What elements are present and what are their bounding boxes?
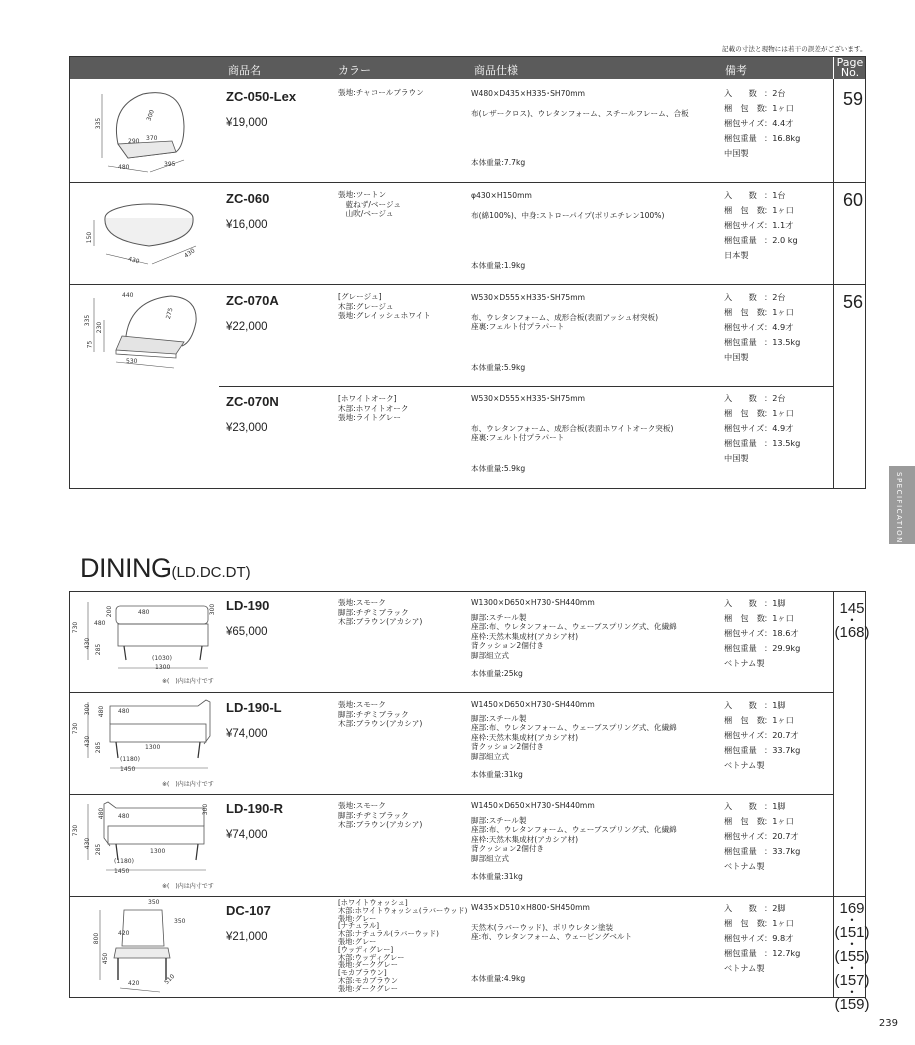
table-header <box>70 57 865 79</box>
dimension-note: 記載の寸法と現物には若干の誤差がございます。 <box>722 45 867 53</box>
spec-size: W530×D555×H335･SH75mm <box>471 394 586 403</box>
zc050-dim-width: 480 <box>118 164 130 171</box>
ld190-dim-sh: 430 <box>84 637 92 650</box>
spec-size: W1450×D650×H730･SH440mm <box>471 700 595 709</box>
remarks-block: 入 数 ：1台 梱 包 数：1ヶ口 梱包サイズ：1.1才 梱包重量 ：2.0 kg 日本製 <box>724 190 798 260</box>
header-remarks: 備考 <box>725 64 747 77</box>
ld190-note: ※( )内は内寸です <box>162 678 214 685</box>
zc050-dim-depth: 395 <box>164 161 176 168</box>
ld190r-dim-back: 300 <box>202 803 210 816</box>
header-color: カラー <box>338 64 371 77</box>
ld190l-dim-inner: (1180) <box>120 756 140 763</box>
ld190r-dim-leg: 285 <box>95 843 103 856</box>
color-list: 張地:チャコールブラウン <box>338 88 424 97</box>
spec-size: W435×D510×H800･SH450mm <box>471 903 590 912</box>
color-list: [グレージュ] 木部:グレージュ 張地:グレイッシュホワイト <box>338 292 431 320</box>
spec-material: 脚部:スチール製 座部:布、ウレタンフォーム、ウェーブスプリング式、化繊綿 座枠:天然木集成材(アカシア材) 背クッション2個付き 脚部組立式 <box>471 816 677 863</box>
spec-size: W1300×D650×H730･SH440mm <box>471 598 595 607</box>
spec-weight: 本体重量:25kg <box>471 669 523 678</box>
product-code: DC-107 <box>226 903 271 918</box>
zc070-dim-back: 230 <box>96 321 104 334</box>
ld190l-note: ※( )内は内寸です <box>162 781 214 788</box>
spec-weight: 本体重量:1.9kg <box>471 261 526 270</box>
zc070-illustration <box>86 292 206 372</box>
zc060-dim-width: 430 <box>127 255 141 266</box>
product-price: ¥21,000 <box>226 931 268 943</box>
ld190r-dim-h: 730 <box>72 824 80 837</box>
spec-weight: 本体重量:31kg <box>471 872 523 881</box>
ld190-dim-width: 1300 <box>155 664 171 671</box>
spec-weight: 本体重量:4.9kg <box>471 974 526 983</box>
ld190r-dim-seat: 1300 <box>150 848 166 855</box>
spec-material: 布、ウレタンフォーム、成形合板(表面アッシュ材突板) 座裏:フェルト付プラパート <box>471 313 659 332</box>
page-ref-zc050[interactable]: 59 <box>842 89 864 109</box>
dc107-dim-back-w: 350 <box>148 899 160 906</box>
page-ref-dc107[interactable]: 169 • (151) • (155) • (157) • (159) <box>834 900 870 1013</box>
spec-material: 天然木(ラバーウッド)、ポリウレタン塗装 座:布、ウレタンフォーム、ウェービングベルト <box>471 923 633 942</box>
ld190l-dim-width: 1450 <box>120 766 136 773</box>
spec-weight: 本体重量:7.7kg <box>471 158 526 167</box>
ld190r-dim-d: 480 <box>98 807 106 820</box>
color-list: 張地:ツートン 藍ねず/ベージュ 山吹/ベージュ <box>338 190 402 218</box>
remarks-block: 入 数 ：1脚 梱 包 数：1ヶ口 梱包サイズ：20.7才 梱包重量 ：33.7kg ベトナム製 <box>724 801 801 871</box>
ld190-dim-inner: (1030) <box>152 655 172 662</box>
zc070-dim-width: 530 <box>126 358 138 365</box>
spec-size: W480×D435×H335･SH70mm <box>471 89 586 98</box>
product-code: ZC-070N <box>226 394 279 409</box>
ld190-dim-leg: 285 <box>95 643 103 656</box>
specifications-tab[interactable]: SPECIFICATIONS <box>889 466 915 544</box>
color-list: [ホワイトオーク] 木部:ホワイトオーク 張地:ライトグレー <box>338 394 409 422</box>
product-price: ¥22,000 <box>226 321 268 333</box>
product-price: ¥23,000 <box>226 422 268 434</box>
product-code: ZC-070A <box>226 293 279 308</box>
dc107-dim-sh: 450 <box>102 952 110 965</box>
remarks-block: 入 数 ：2台 梱 包 数：1ヶ口 梱包サイズ：4.9才 梱包重量 ：13.5kg 中国製 <box>724 292 801 362</box>
product-code: LD-190-L <box>226 700 282 715</box>
header-spec: 商品仕様 <box>474 64 518 77</box>
zc070-dim-height: 335 <box>84 314 92 327</box>
spec-weight: 本体重量:5.9kg <box>471 464 526 473</box>
product-code: ZC-050-Lex <box>226 89 297 104</box>
spec-weight: 本体重量:31kg <box>471 770 523 779</box>
product-price: ¥65,000 <box>226 626 268 638</box>
color-list: [ホワイトウォッシュ] 木部:ホワイトウォッシュ(ラバーウッド) 張地:グレー [ナチュラル] 木部:ナチュラル(ラバーウッド) 張地:グレー [ウッディグレー] 木部:ウッディグレー 張地:ダークグレー [モカブラウン] 木部:モカブラウン 張地:ダークグレー <box>338 898 468 993</box>
dc107-illustration <box>90 900 190 995</box>
page-ref-zc060[interactable]: 60 <box>842 190 864 210</box>
spec-size: W530×D555×H335･SH75mm <box>471 293 586 302</box>
ld190-dim-arm: 200 <box>106 605 114 618</box>
page-ref-ld190[interactable]: 145 • (168) <box>834 600 870 641</box>
ld190-dim-back: 300 <box>209 603 217 616</box>
header-product-name: 商品名 <box>228 64 261 77</box>
zc070-dim-width-top: 440 <box>122 292 134 299</box>
zc060-dim-height: 150 <box>86 231 94 244</box>
ld190r-note: ※( )内は内寸です <box>162 883 214 890</box>
ld190r-dim-sh: 430 <box>84 837 92 850</box>
zc070-dim-arm: 275 <box>164 307 175 320</box>
spec-weight: 本体重量:5.9kg <box>471 363 526 372</box>
ld190l-dim-cushion: 480 <box>118 708 130 715</box>
remarks-block: 入 数 ：1脚 梱 包 数：1ヶ口 梱包サイズ：18.6才 梱包重量 ：29.9kg ベトナム製 <box>724 598 801 668</box>
color-list: 張地:スモーク 脚部:チヂミブラック 木部:ブラウン(アカシア) <box>338 801 423 829</box>
ld190l-dim-h: 730 <box>72 722 80 735</box>
spec-material: 布(綿100%)、中身:ストローパイプ(ポリエチレン100%) <box>471 211 665 220</box>
product-code: LD-190 <box>226 598 270 613</box>
zc050-dim-back: 300 <box>145 108 156 123</box>
color-list: 張地:スモーク 脚部:チヂミブラック 木部:ブラウン(アカシア) <box>338 700 423 728</box>
remarks-block: 入 数 ：2台 梱 包 数：1ヶ口 梱包サイズ：4.9才 梱包重量 ：13.5kg 中国製 <box>724 393 801 463</box>
zc050-dim-seat-d: 370 <box>146 135 158 142</box>
ld190r-dim-width: 1450 <box>114 868 130 875</box>
spec-material: 布、ウレタンフォーム、成形合板(表面ホワイトオーク突板) 座裏:フェルト付プラパート <box>471 424 674 443</box>
zc070-dim-seat: 75 <box>86 340 94 349</box>
zc050-dim-height: 335 <box>95 117 103 130</box>
dc107-dim-depth: 510 <box>163 972 177 987</box>
dc107-dim-seat-w: 420 <box>118 930 130 937</box>
dc107-dim-width: 420 <box>128 980 140 987</box>
zc050-illustration <box>88 86 198 178</box>
spec-size: φ430×H150mm <box>471 191 532 200</box>
dc107-dim-back-h: 350 <box>174 918 186 925</box>
section-title: DINING(LD.DC.DT) <box>80 553 251 583</box>
spec-size: W1450×D650×H730･SH440mm <box>471 801 595 810</box>
product-price: ¥74,000 <box>226 829 268 841</box>
ld190r-dim-inner: (1180) <box>114 858 134 865</box>
page-ref-zc070[interactable]: 56 <box>842 292 864 312</box>
zc060-dim-depth: 430 <box>183 247 197 260</box>
spec-material: 布(レザークロス)、ウレタンフォーム、スチールフレーム、合板 <box>471 109 689 118</box>
color-list: 張地:スモーク 脚部:チヂミブラック 木部:ブラウン(アカシア) <box>338 598 423 626</box>
header-page-no: Page No. <box>836 56 864 79</box>
spec-material: 脚部:スチール製 座部:布、ウレタンフォーム、ウェーブスプリング式、化繊綿 座枠:天然木集成材(アカシア材) 背クッション2個付き 脚部組立式 <box>471 613 677 660</box>
product-code: ZC-060 <box>226 191 270 206</box>
product-price: ¥19,000 <box>226 117 268 129</box>
page-number: 239 <box>878 1018 898 1029</box>
product-code: LD-190-R <box>226 801 284 816</box>
spec-material: 脚部:スチール製 座部:布、ウレタンフォーム、ウェーブスプリング式、化繊綿 座枠:天然木集成材(アカシア材) 背クッション2個付き 脚部組立式 <box>471 714 677 761</box>
ld190-dim-h: 730 <box>72 621 80 634</box>
ld190-dim-cushion: 480 <box>138 609 150 616</box>
remarks-block: 入 数 ：1脚 梱 包 数：1ヶ口 梱包サイズ：20.7才 梱包重量 ：33.7kg ベトナム製 <box>724 700 801 770</box>
ld190l-dim-leg: 285 <box>95 741 103 754</box>
ld190l-dim-seat: 1300 <box>145 744 161 751</box>
ld190l-dim-back: 300 <box>84 703 92 716</box>
product-price: ¥74,000 <box>226 728 268 740</box>
zc050-dim-seat-w: 290 <box>128 138 140 145</box>
product-price: ¥16,000 <box>226 219 268 231</box>
dc107-dim-height: 800 <box>93 932 101 945</box>
ld190l-dim-sh: 430 <box>84 735 92 748</box>
ld190l-dim-d: 480 <box>98 705 106 718</box>
remarks-block: 入 数 ：2脚 梱 包 数：1ヶ口 梱包サイズ：9.8才 梱包重量 ：12.7kg ベトナム製 <box>724 903 801 973</box>
ld190r-dim-cushion: 480 <box>118 813 130 820</box>
ld190-dim-d: 480 <box>94 620 106 627</box>
remarks-block: 入 数 ：2台 梱 包 数：1ヶ口 梱包サイズ：4.4才 梱包重量 ：16.8kg 中国製 <box>724 88 801 158</box>
